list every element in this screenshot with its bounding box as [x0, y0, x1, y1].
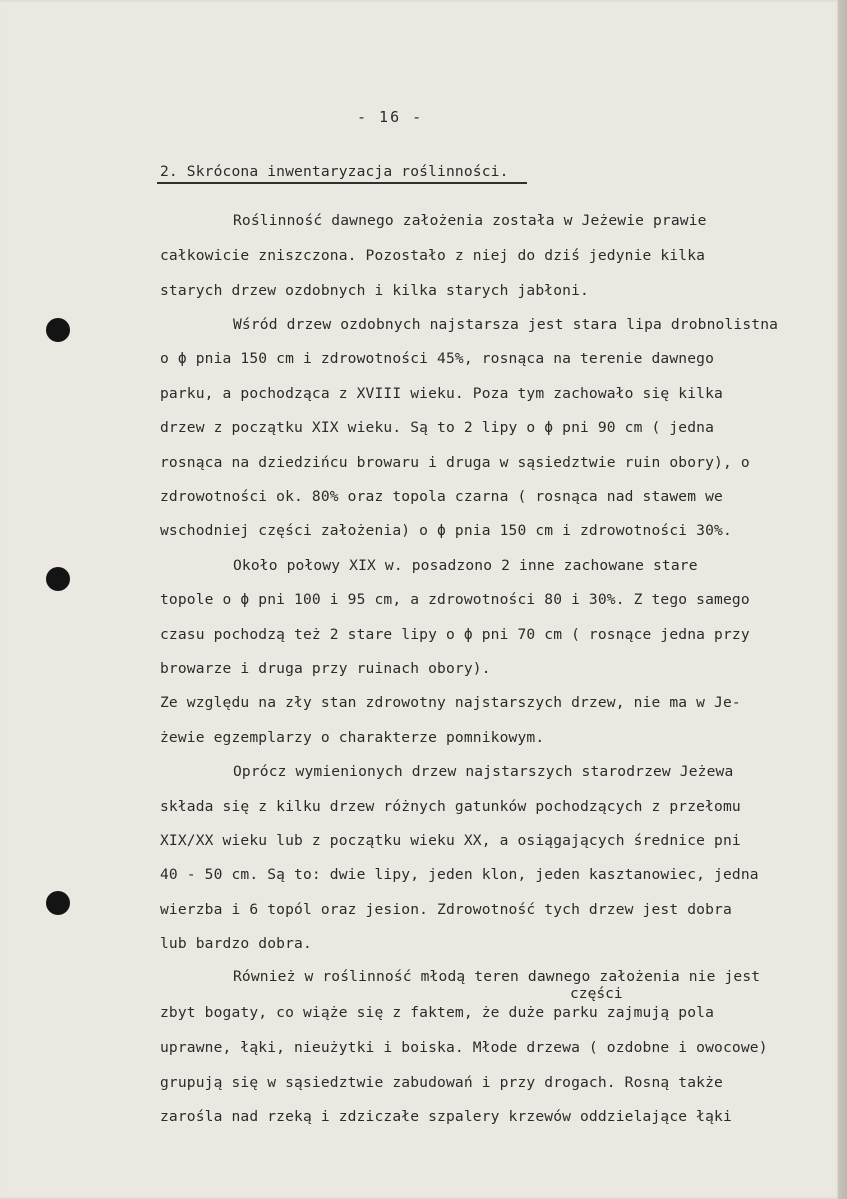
text-line: o ϕ pnia 150 cm i zdrowotności 45%, rosnąca na terenie dawnego [160, 350, 715, 367]
page-number: - 16 - [357, 108, 424, 126]
text-line: starych drzew ozdobnych i kilka starych jabłoni. [160, 282, 589, 299]
text-line: XIX/XX wieku lub z początku wieku XX, a osiągających średnice pni [160, 832, 741, 849]
text-line: grupują się w sąsiedztwie zabudowań i przy drogach. Rosną także [160, 1074, 723, 1091]
text-line: browarze i druga przy ruinach obory). [160, 660, 491, 677]
text-line: żewie egzemplarzy o charakterze pomnikowym. [160, 729, 545, 746]
text-line: zarośla nad rzeką i zdziczałe szpalery krzewów oddzielające łąki [160, 1108, 732, 1125]
text-line: Również w roślinność młodą teren dawnego założenia nie jest [233, 968, 761, 985]
punch-hole [46, 891, 70, 915]
text-line: Ze względu na zły stan zdrowotny najstarszych drzew, nie ma w Je- [160, 694, 741, 711]
text-line: wierzba i 6 topól oraz jesion. Zdrowotność tych drzew jest dobra [160, 901, 732, 918]
text-line: Wśród drzew ozdobnych najstarsza jest stara lipa drobnolistna [233, 316, 779, 333]
section-title: 2. Skrócona inwentaryzacja roślinności. [160, 163, 509, 180]
text-line: całkowicie zniszczona. Pozostało z niej do dziś jedynie kilka [160, 247, 706, 264]
page-edge [838, 0, 847, 1199]
punch-hole [46, 318, 70, 342]
text-line: zdrowotności ok. 80% oraz topola czarna ( rosnąca nad stawem we [160, 488, 723, 505]
text-line: uprawne, łąki, nieużytki i boiska. Młode drzewa ( ozdobne i owocowe) [160, 1039, 768, 1056]
text-line: czasu pochodzą też 2 stare lipy o ϕ pni 70 cm ( rosnące jedna przy [160, 626, 750, 643]
text-line: Roślinność dawnego założenia została w Jeżewie prawie [233, 212, 707, 229]
text-line: Oprócz wymienionych drzew najstarszych starodrzew Jeżewa [233, 763, 734, 780]
text-line: zbyt bogaty, co wiąże się z faktem, że duże parku zajmują pola [160, 1004, 715, 1021]
text-line: drzew z początku XIX wieku. Są to 2 lipy o ϕ pni 90 cm ( jedna [160, 419, 715, 436]
text-line: rosnąca na dziedzińcu browaru i druga w sąsiedztwie ruin obory), o [160, 454, 750, 471]
text-line: składa się z kilku drzew różnych gatunków pochodzących z przełomu [160, 798, 741, 815]
text-line: 40 - 50 cm. Są to: dwie lipy, jeden klon, jeden kasztanowiec, jedna [160, 866, 759, 883]
text-line: topole o ϕ pni 100 i 95 cm, a zdrowotności 80 i 30%. Z tego samego [160, 591, 750, 608]
handwritten-insertion: części [570, 985, 623, 1002]
text-line: lub bardzo dobra. [160, 935, 312, 952]
title-underline [157, 182, 527, 184]
text-line: parku, a pochodząca z XVIII wieku. Poza tym zachowało się kilka [160, 385, 723, 402]
text-line: wschodniej części założenia) o ϕ pnia 150 cm i zdrowotności 30%. [160, 522, 732, 539]
text-line: Około połowy XIX w. posadzono 2 inne zachowane stare [233, 557, 698, 574]
punch-hole [46, 567, 70, 591]
